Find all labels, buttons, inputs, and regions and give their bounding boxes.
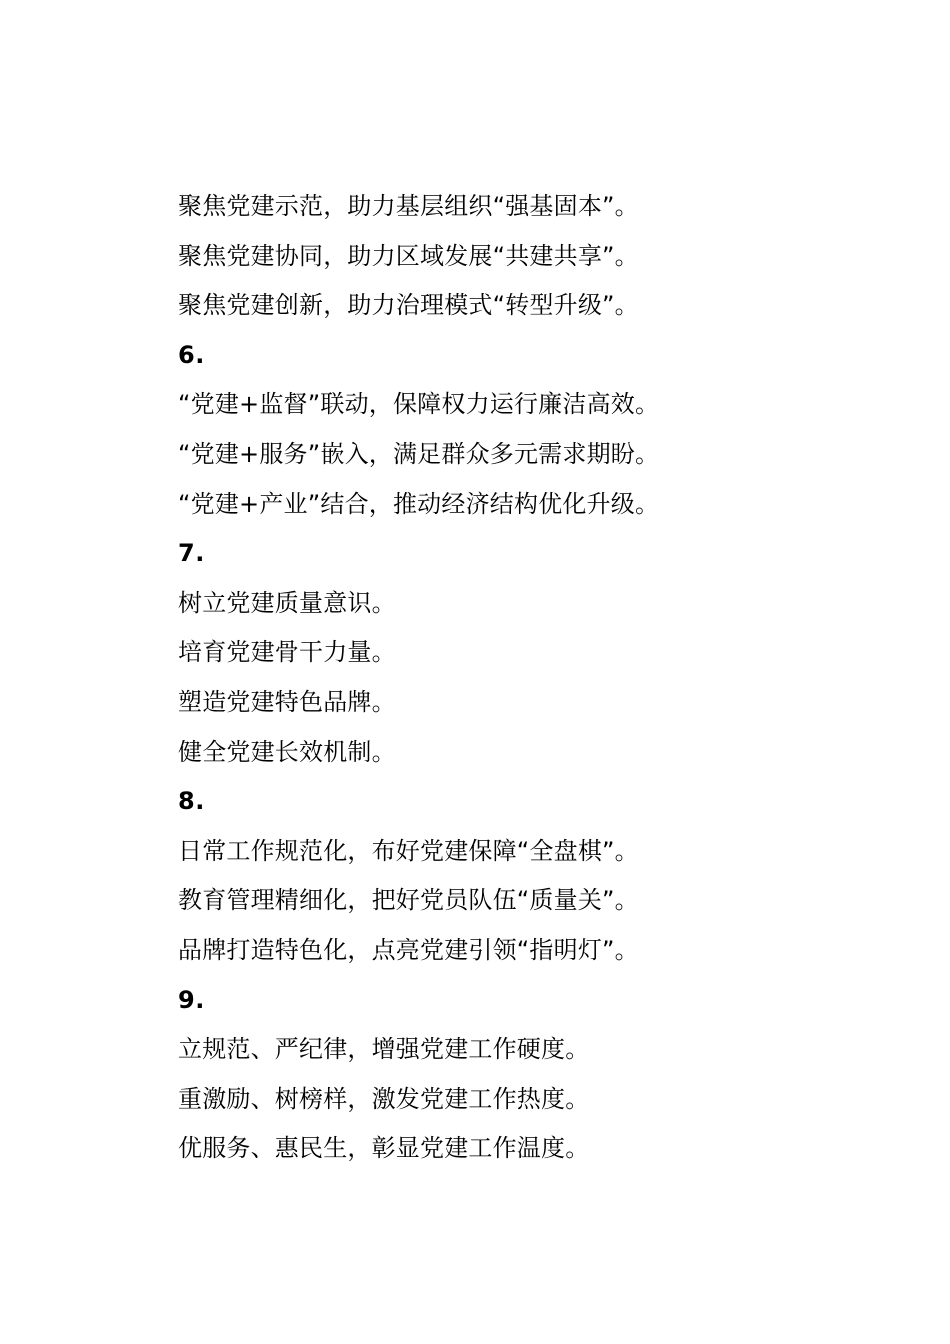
text-line: 树立党建质量意识。: [178, 588, 396, 617]
section-number: 7.: [178, 539, 205, 568]
section-number: 8.: [178, 787, 205, 816]
text-line: 聚焦党建示范，助力基层组织“强基固本”。: [178, 192, 639, 220]
text-line: 聚焦党建协同，助力区域发展“共建共享”。: [178, 241, 639, 270]
text-line: 健全党建长效机制。: [178, 737, 396, 766]
text-line: 聚焦党建创新，助力治理模式“转型升级”。: [178, 291, 639, 320]
text-line: 重激励、树榜样，激发党建工作热度。: [178, 1084, 590, 1113]
text-line: 塑造党建特色品牌。: [178, 687, 396, 716]
text-line: 培育党建骨干力量。: [178, 638, 396, 667]
text-line: 优服务、惠民生，彰显党建工作温度。: [178, 1134, 590, 1163]
document-body: [178, 182, 898, 1174]
text-line: 品牌打造特色化，点亮党建引领“指明灯”。: [178, 935, 639, 964]
text-line: 立规范、严纪律，增强党建工作硬度。: [178, 1035, 590, 1064]
text-line: 日常工作规范化，布好党建保障“全盘棋”。: [178, 836, 639, 865]
text-line: “党建+服务”嵌入，满足群众多元需求期盼。: [178, 439, 660, 468]
section-number: 9.: [178, 985, 205, 1014]
text-line: “党建+监督”联动，保障权力运行廉洁高效。: [178, 390, 660, 419]
section-number: 6.: [178, 340, 205, 369]
text-line: 教育管理精细化，把好党员队伍“质量关”。: [178, 886, 639, 915]
text-line: “党建+产业”结合，推动经济结构优化升级。: [178, 489, 660, 518]
